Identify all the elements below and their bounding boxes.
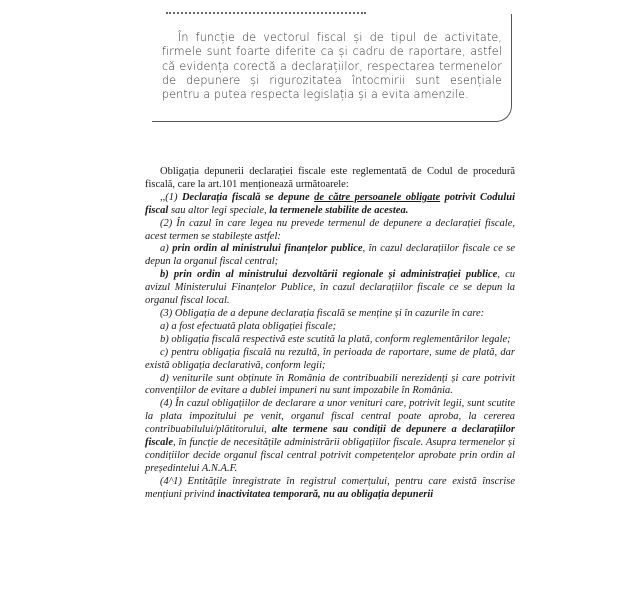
paragraph-3a: a) a fost efectuată plata obligației fiscale; xyxy=(160,320,337,332)
paragraph-3d: d) veniturile sunt obținute în România de contribuabili nerezidenți și care potrivit convențiilor de evitare a dublei impuneri nu sunt impozabile în România. xyxy=(145,372,515,397)
paragraph-2: (2) În cazul în care legea nu prevede termenul de depunere a declarației fiscale, acest termen se stabilește astfel: xyxy=(145,217,515,242)
info-callout xyxy=(152,14,512,122)
paragraph-2a: a) prin ordin al ministrului finanțelor publice, în cazul declarațiilor fiscale ce se depun la organul fiscal central; xyxy=(145,243,516,268)
paragraph-4-1: (4^1) Entitățile înregistrate în registrul comerțului, pentru care există înscrise mențiuni privind inactivitatea temporară, nu au obligația depunerii xyxy=(145,475,515,500)
paragraph-3b: b) obligația fiscală respectivă este scutită la plată, conform reglementărilor legale; xyxy=(160,333,511,345)
paragraph-2b: b) prin ordin al ministrului dezvoltării regionale și administrației publice, cu avizul Ministerului Finanțelor Publice, în cazul declarațiilor fiscale ce se depun la organul fiscal local. xyxy=(145,269,515,307)
paragraph-3c: c) pentru obligația fiscală nu rezultă, în perioada de raportare, sume de plată, dar există obligația declarativă, conform legii; xyxy=(145,346,515,371)
callout-text: În funcție de vectorul fiscal și de tipul de activitate, firmele sunt foarte diferite ca și cadru de raportare, astfel că evidența corectă a declarațiilor, respectarea termenelor de depunere și rigurozitatea întocmirii sunt esențiale pentru a putea respecta legislația și a evita amenzile. xyxy=(162,31,502,102)
callout-dotted-rule xyxy=(166,12,366,14)
paragraph-1: ,,(1) Declarația fiscală se depune de către persoanele obligate potrivit Codului fiscal sau altor legi speciale, la termenele stabilite de acestea. xyxy=(145,191,515,216)
paragraph-3: (3) Obligația de a depune declarația fiscală se menține și în cazurile în care: xyxy=(160,307,485,319)
legal-text xyxy=(145,166,515,502)
intro-paragraph: Obligația depunerii declarației fiscale este reglementată de Codul de procedură fiscală, care la art.101 menționează următoarele: xyxy=(145,166,515,190)
paragraph-4: (4) În cazul obligațiilor de declarare a unor venituri care, potrivit legii, sunt scutite la plata impozitului pe venit, organul fiscal central poate aproba, la cererea contribuabilului/plătitorului, alte termene sau condiții de depunere a declarațiilor fiscale, în funcție de necesitățile administrării obligațiilor fiscale. Asupra termenelor și condițiilor decide organul fiscal central potrivit competențelor aprobate prin ordin al președintelui A.N.A.F. xyxy=(145,398,515,474)
